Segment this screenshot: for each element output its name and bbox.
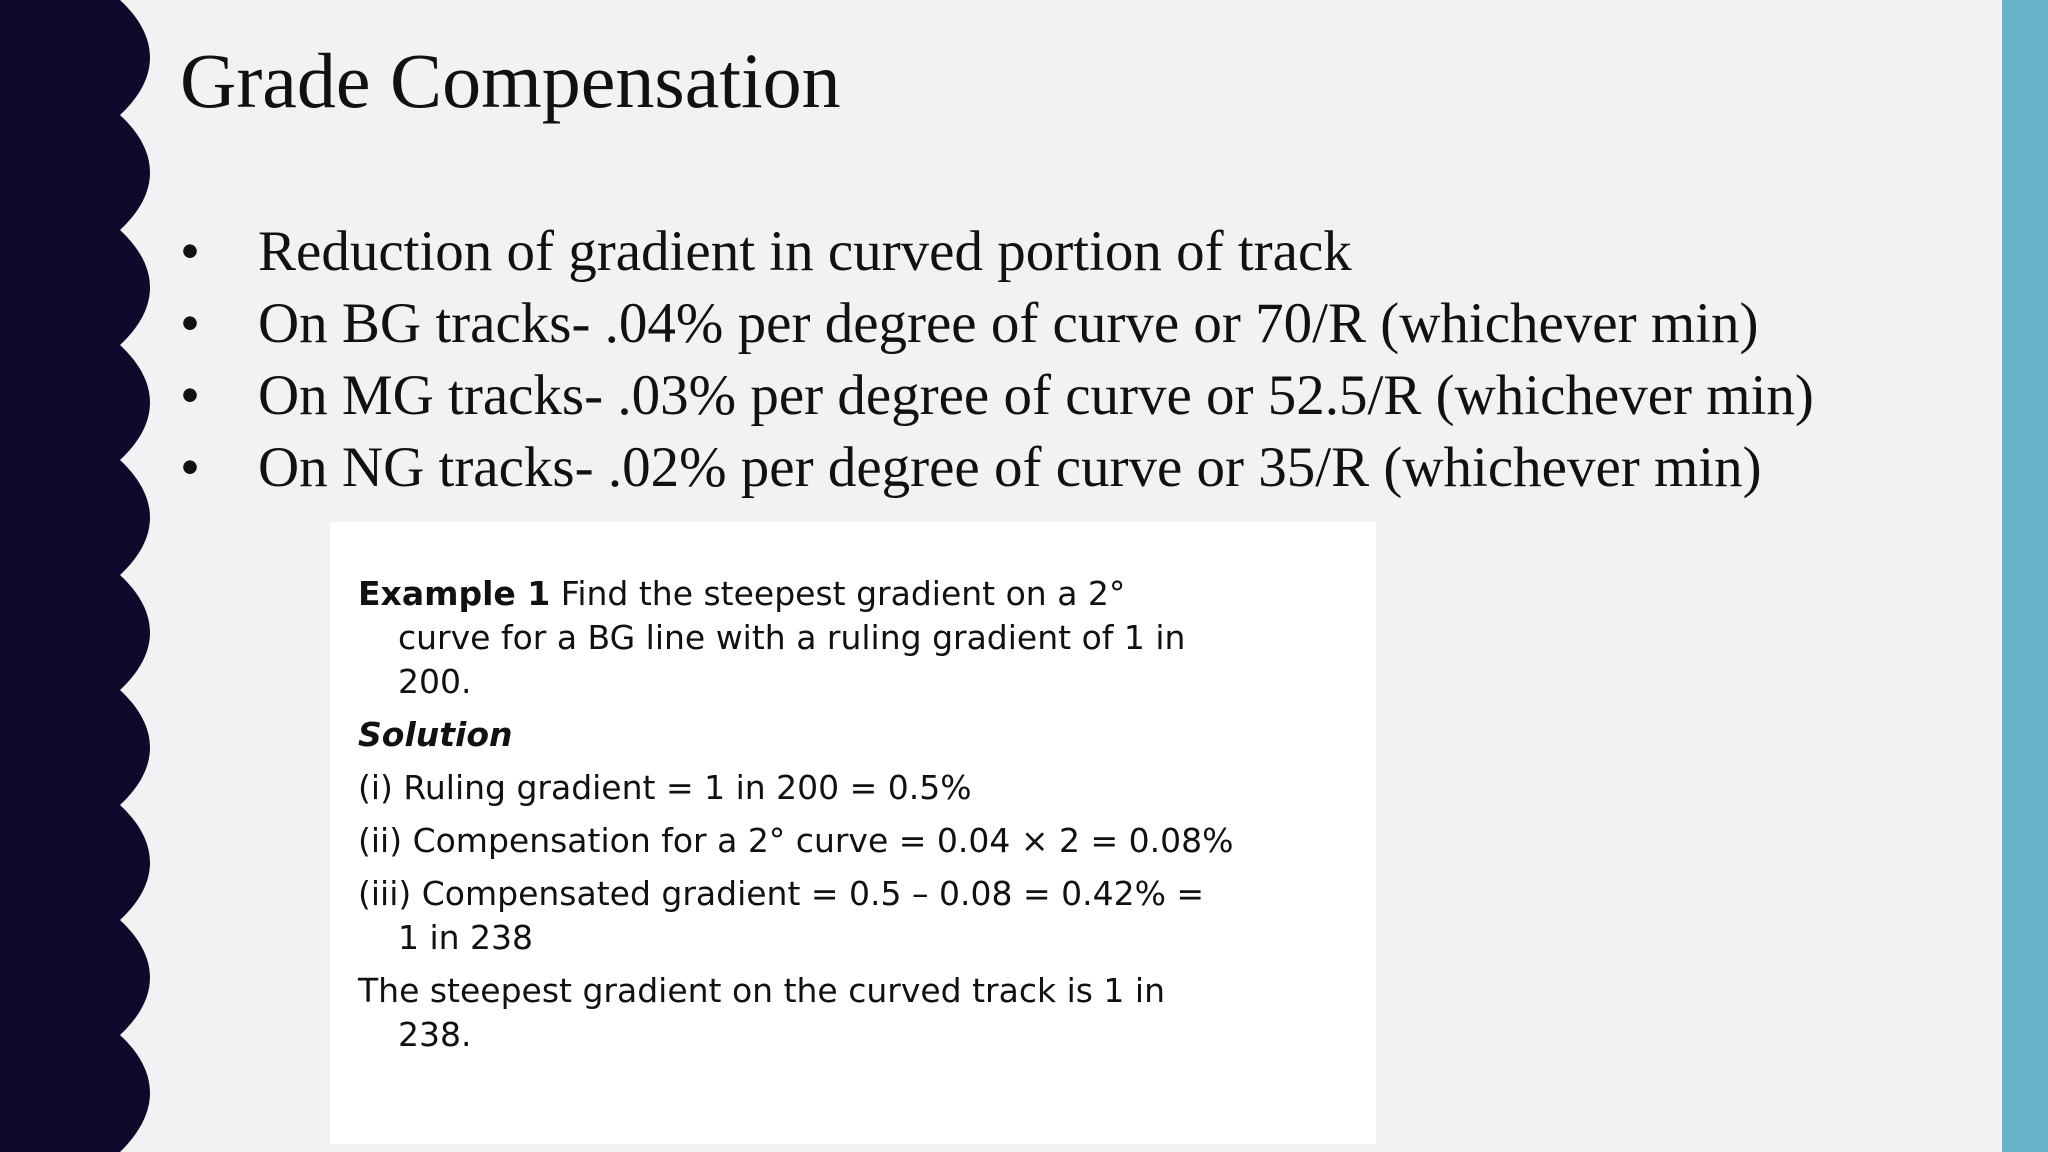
right-accent-band (2002, 0, 2048, 1152)
example-image-box (330, 522, 1376, 1144)
left-wavy-band (0, 0, 160, 1152)
solution-step: (ii) Compensation for a 2° curve = 0.04 × 2 = 0.08% (358, 821, 1234, 860)
solution-conclusion: The steepest gradient on the curved track is 1 in (358, 971, 1166, 1010)
bullet-item (180, 360, 1814, 432)
bullet-text: Reduction of gradient in curved portion of track (258, 220, 1352, 283)
solution-conclusion: 238. (398, 1015, 472, 1054)
slide-title: Grade Compensation (180, 37, 841, 124)
bullet-list (180, 216, 1814, 504)
bullet-icon: • (180, 436, 200, 499)
bullet-text: On BG tracks- .04% per degree of curve or 70/R (whichever min) (258, 292, 1759, 355)
bullet-text: On NG tracks- .02% per degree of curve or 35/R (whichever min) (258, 436, 1762, 499)
example-heading: Example 1 (358, 574, 551, 613)
solution-heading: Solution (358, 715, 513, 754)
example-question-text: Find the steepest gradient on a 2° (550, 574, 1126, 613)
example-question-line: 200. (398, 662, 472, 701)
solution-step: (i) Ruling gradient = 1 in 200 = 0.5% (358, 768, 972, 807)
wavy-band-shape (0, 0, 150, 1152)
bullet-icon: • (180, 220, 200, 283)
bullet-item (180, 288, 1814, 360)
bullet-item (180, 216, 1814, 288)
example-question-line (358, 572, 1376, 616)
bullet-icon: • (180, 292, 200, 355)
solution-step: (iii) Compensated gradient = 0.5 – 0.08 = 0.42% = (358, 874, 1205, 913)
bullet-icon: • (180, 364, 200, 427)
bullet-text: On MG tracks- .03% per degree of curve or 52.5/R (whichever min) (258, 364, 1814, 427)
example-question-line: curve for a BG line with a ruling gradient of 1 in (398, 618, 1186, 657)
solution-step: 1 in 238 (398, 918, 534, 957)
bullet-item (180, 432, 1814, 504)
